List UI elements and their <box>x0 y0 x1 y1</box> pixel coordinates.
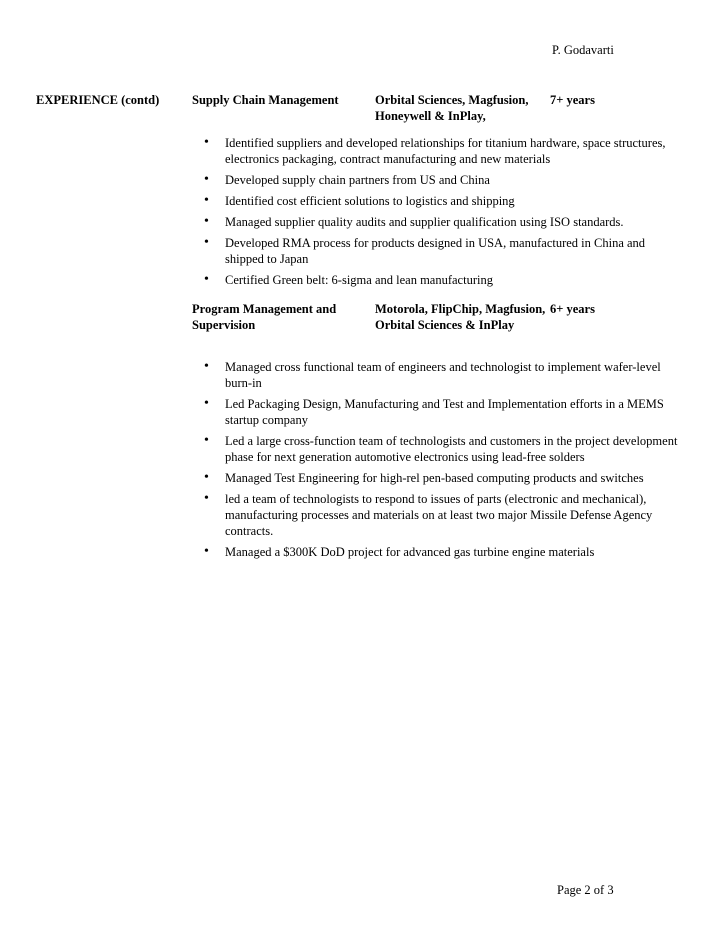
list-item: • Managed cross functional team of engineers and technologist to implement wafer-level burn-in <box>201 359 681 391</box>
list-item: • Developed supply chain partners from US and China <box>201 172 681 188</box>
header-name: P. Godavarti <box>552 43 614 57</box>
role-bullet-list <box>201 135 681 293</box>
role-company: Orbital Sciences, Magfusion, Honeywell & InPlay, <box>375 93 529 123</box>
section-label: EXPERIENCE (contd) <box>36 93 160 107</box>
role-company: Motorola, FlipChip, Magfusion, Orbital Sciences & InPlay <box>375 302 546 332</box>
role-years: 7+ years <box>550 93 595 107</box>
list-item: • Managed Test Engineering for high-rel pen-based computing products and switches <box>201 470 681 486</box>
list-item: • Managed a $300K DoD project for advanced gas turbine engine materials <box>201 544 681 560</box>
list-item: • Identified cost efficient solutions to logistics and shipping <box>201 193 681 209</box>
list-item: • Certified Green belt: 6-sigma and lean manufacturing <box>201 272 681 288</box>
list-item: • Led a large cross-function team of technologists and customers in the project development phase for next generation automotive electronics using lead-free solders <box>201 433 681 465</box>
role-years: 6+ years <box>550 302 595 316</box>
list-item: • led a team of technologists to respond to issues of parts (electronic and mechanical), manufacturing processes and materials on at least two major Missile Defense Agency contracts. <box>201 491 681 539</box>
role-title: Program Management and Supervision <box>192 302 337 332</box>
page-number: Page 2 of 3 <box>557 883 614 897</box>
list-item: • Developed RMA process for products designed in USA, manufactured in China and shipped to Japan <box>201 235 681 267</box>
list-item: • Led Packaging Design, Manufacturing and Test and Implementation efforts in a MEMS startup company <box>201 396 681 428</box>
role-bullet-list <box>201 359 681 565</box>
role-title: Supply Chain Management <box>192 93 339 107</box>
list-item: • Identified suppliers and developed relationships for titanium hardware, space structures, electronics packaging, contract manufacturing and new materials <box>201 135 681 167</box>
list-item: • Managed supplier quality audits and supplier qualification using ISO standards. <box>201 214 681 230</box>
